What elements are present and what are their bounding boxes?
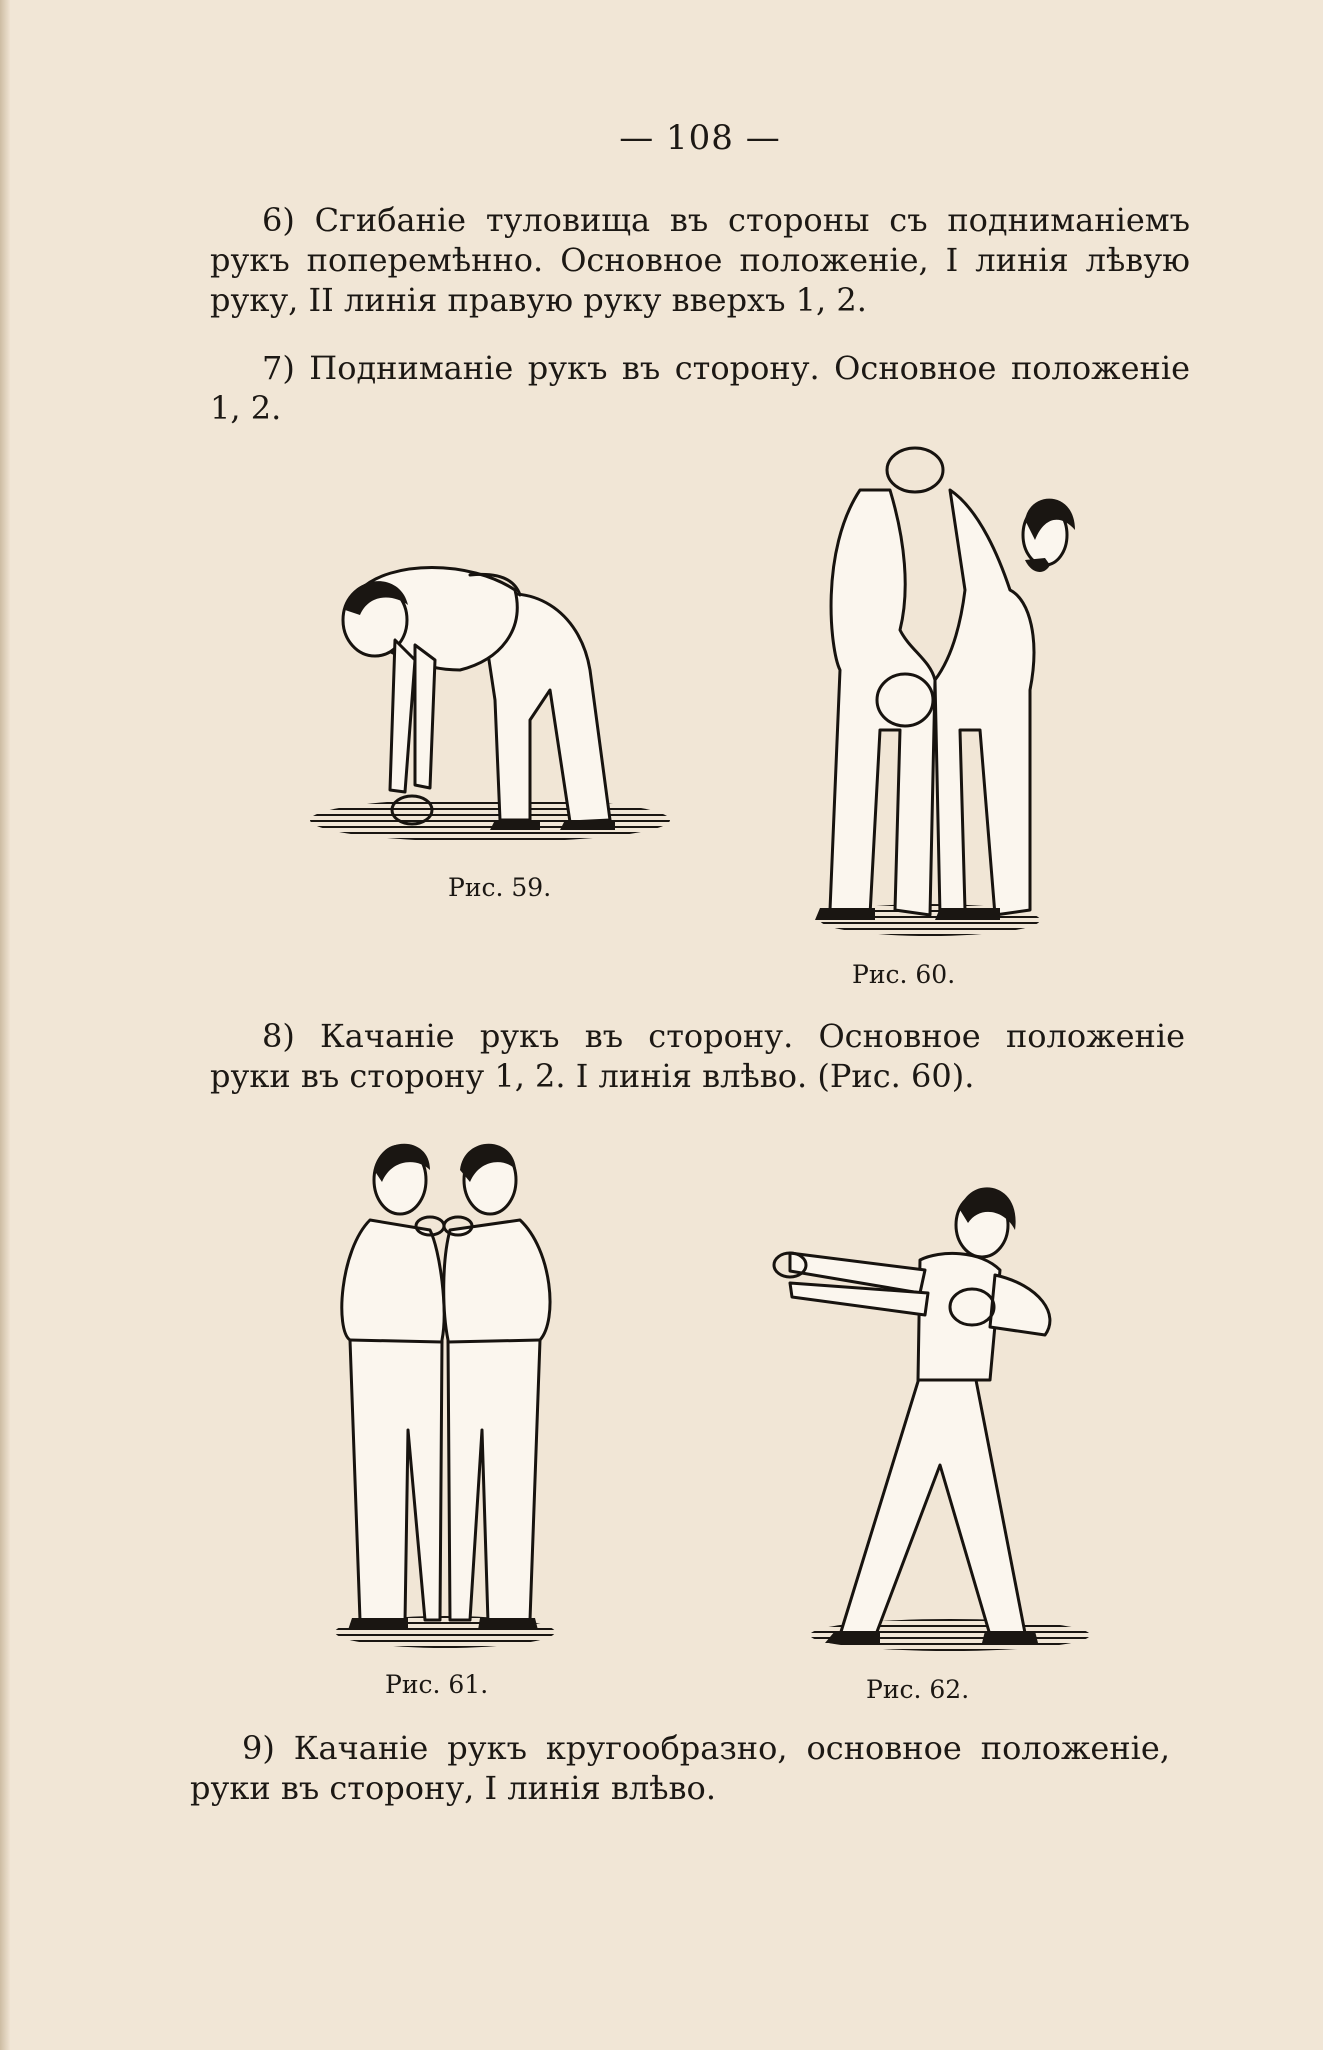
figure-59-illustration <box>300 520 670 850</box>
figure-61-caption: Рис. 61. <box>385 1670 489 1699</box>
paragraph-8: 8) Качаніе рукъ въ сторону. Основное положеніе руки въ сторону 1, 2. I линія влѣво. (Рис. 60). <box>210 1017 1185 1095</box>
figure-60-illustration <box>800 430 1080 940</box>
page-edge <box>0 0 10 2050</box>
figure-61-illustration <box>330 1130 560 1650</box>
figure-62-illustration <box>750 1175 1090 1655</box>
figure-60-caption: Рис. 60. <box>852 960 956 989</box>
figure-59-caption: Рис. 59. <box>448 873 552 902</box>
paragraph-6: 6) Сгибаніе туловища въ стороны съ подниманіемъ рукъ поперемѣнно. Основное положеніе, I линія лѣвую руку, II линія правую руку вверхъ 1, 2. <box>210 201 1190 319</box>
figure-62-caption: Рис. 62. <box>866 1675 970 1704</box>
page-number: — 108 — <box>619 118 781 158</box>
paragraph-7: 7) Подниманіе рукъ въ сторону. Основное положеніе 1, 2. <box>210 349 1190 427</box>
paragraph-9: 9) Качаніе рукъ кругообразно, основное положеніе, руки въ сторону, I линія влѣво. <box>190 1729 1170 1807</box>
